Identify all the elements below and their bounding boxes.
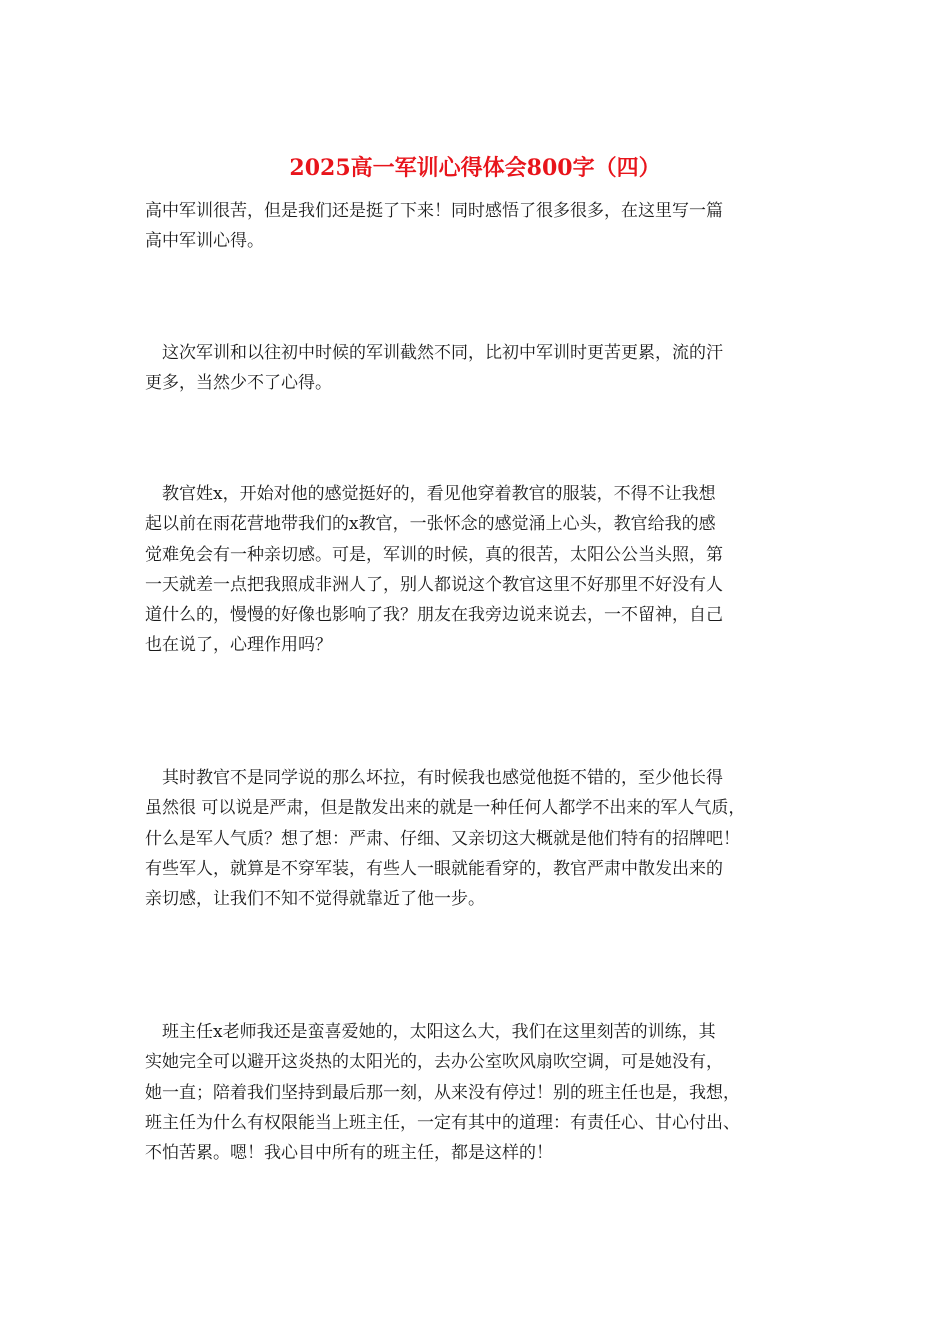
paragraph-line: 其时教官不是同学说的那么坏拉，有时候我也感觉他挺不错的，至少他长得 <box>145 768 723 788</box>
paragraph-line: 高中军训很苦，但是我们还是挺了下来！同时感悟了很多很多，在这里写一篇 <box>145 201 723 221</box>
paragraph-5 <box>145 1020 740 1171</box>
paragraph-2 <box>145 341 723 402</box>
paragraph-line: 这次军训和以往初中时候的军训截然不同，比初中军训时更苦更累，流的汗 <box>145 343 723 363</box>
paragraph-4 <box>145 766 745 917</box>
paragraph-3 <box>145 482 723 664</box>
paragraph-line: 虽然很 可以说是严肃，但是散发出来的就是一种任何人都学不出来的军人气质， <box>145 798 746 819</box>
paragraph-line: 班主任x老师我还是蛮喜爱她的，太阳这么大，我们在这里刻苦的训练，其 <box>145 1022 716 1042</box>
paragraph-line: 也在说了，心理作用吗？ <box>145 635 332 656</box>
paragraph-line: 亲切感，让我们不知不觉得就靠近了他一步。 <box>145 889 485 910</box>
paragraph-line: 教官姓x，开始对他的感觉挺好的，看见他穿着教官的服装，不得不让我想 <box>145 484 716 504</box>
paragraph-line: 什么是军人气质？想了想：严肃、仔细、又亲切这大概就是他们特有的招牌吧！ <box>145 828 740 849</box>
paragraph-1 <box>145 199 723 260</box>
paragraph-line: 不怕苦累。嗯！我心目中所有的班主任，都是这样的！ <box>145 1143 553 1164</box>
paragraph-line: 道什么的，慢慢的好像也影响了我？朋友在我旁边说来说去，一不留神，自己 <box>145 605 723 626</box>
paragraph-line: 更多，当然少不了心得。 <box>145 373 332 394</box>
paragraph-line: 实她完全可以避开这炎热的太阳光的，去办公室吹风扇吹空调，可是她没有， <box>145 1052 723 1073</box>
paragraph-line: 有些军人，就算是不穿军装，有些人一眼就能看穿的，教官严肃中散发出来的 <box>145 858 723 879</box>
paragraph-line: 她一直；陪着我们坚持到最后那一刻，从来没有停过！别的班主任也是，我想， <box>145 1082 740 1103</box>
paragraph-line: 高中军训心得。 <box>145 231 264 252</box>
paragraph-line: 一天就差一点把我照成非洲人了，别人都说这个教官这里不好那里不好没有人 <box>145 574 723 595</box>
paragraph-line: 起以前在雨花营地带我们的x教官，一张怀念的感觉涌上心头，教官给我的感 <box>145 514 716 535</box>
document-title: 2025高一军训心得体会800字（四） <box>289 155 661 181</box>
paragraph-line: 班主任为什么有权限能当上班主任，一定有其中的道理：有责任心、甘心付出、 <box>145 1112 740 1133</box>
paragraph-line: 觉难免会有一种亲切感。可是，军训的时候，真的很苦，太阳公公当头照，第 <box>145 544 723 565</box>
